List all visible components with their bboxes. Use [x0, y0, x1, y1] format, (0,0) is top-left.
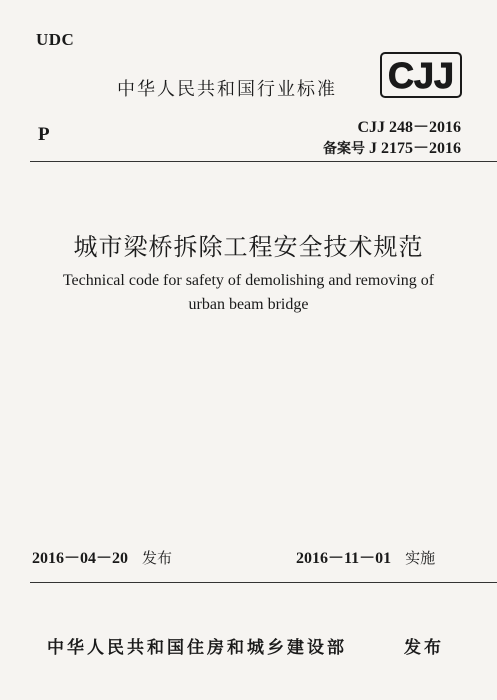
publish-action: 发布 — [404, 638, 444, 658]
classification-code: P — [38, 124, 50, 145]
title-english-line2: urban beam bridge — [188, 296, 309, 313]
udc-label: UDC — [36, 30, 75, 49]
publisher-name: 中华人民共和国住房和城乡建设部 — [47, 638, 347, 658]
title-chinese: 城市梁桥拆除工程安全技术规范 — [73, 233, 424, 261]
logo-text: CJJ — [387, 55, 455, 96]
cjj-logo — [380, 52, 462, 98]
standard-category: 中华人民共和国行业标准 — [117, 79, 337, 100]
record-number-value: J 2175－2016 — [368, 140, 461, 157]
issue-date: 2016－04－20 — [32, 550, 129, 567]
implement-date-block — [296, 545, 435, 568]
header-divider — [30, 161, 497, 162]
implement-date: 2016－11－01 — [296, 550, 392, 567]
issue-label: 发布 — [142, 549, 173, 567]
title-english-line1: Technical code for safety of demolishing and removing of — [62, 272, 435, 289]
standard-number: CJJ 248－2016 — [357, 119, 461, 136]
implement-label: 实施 — [405, 549, 436, 567]
record-number-label: 备案号 — [322, 141, 365, 157]
record-number — [323, 135, 461, 158]
footer-divider — [30, 582, 497, 583]
issue-date-block — [32, 545, 172, 568]
